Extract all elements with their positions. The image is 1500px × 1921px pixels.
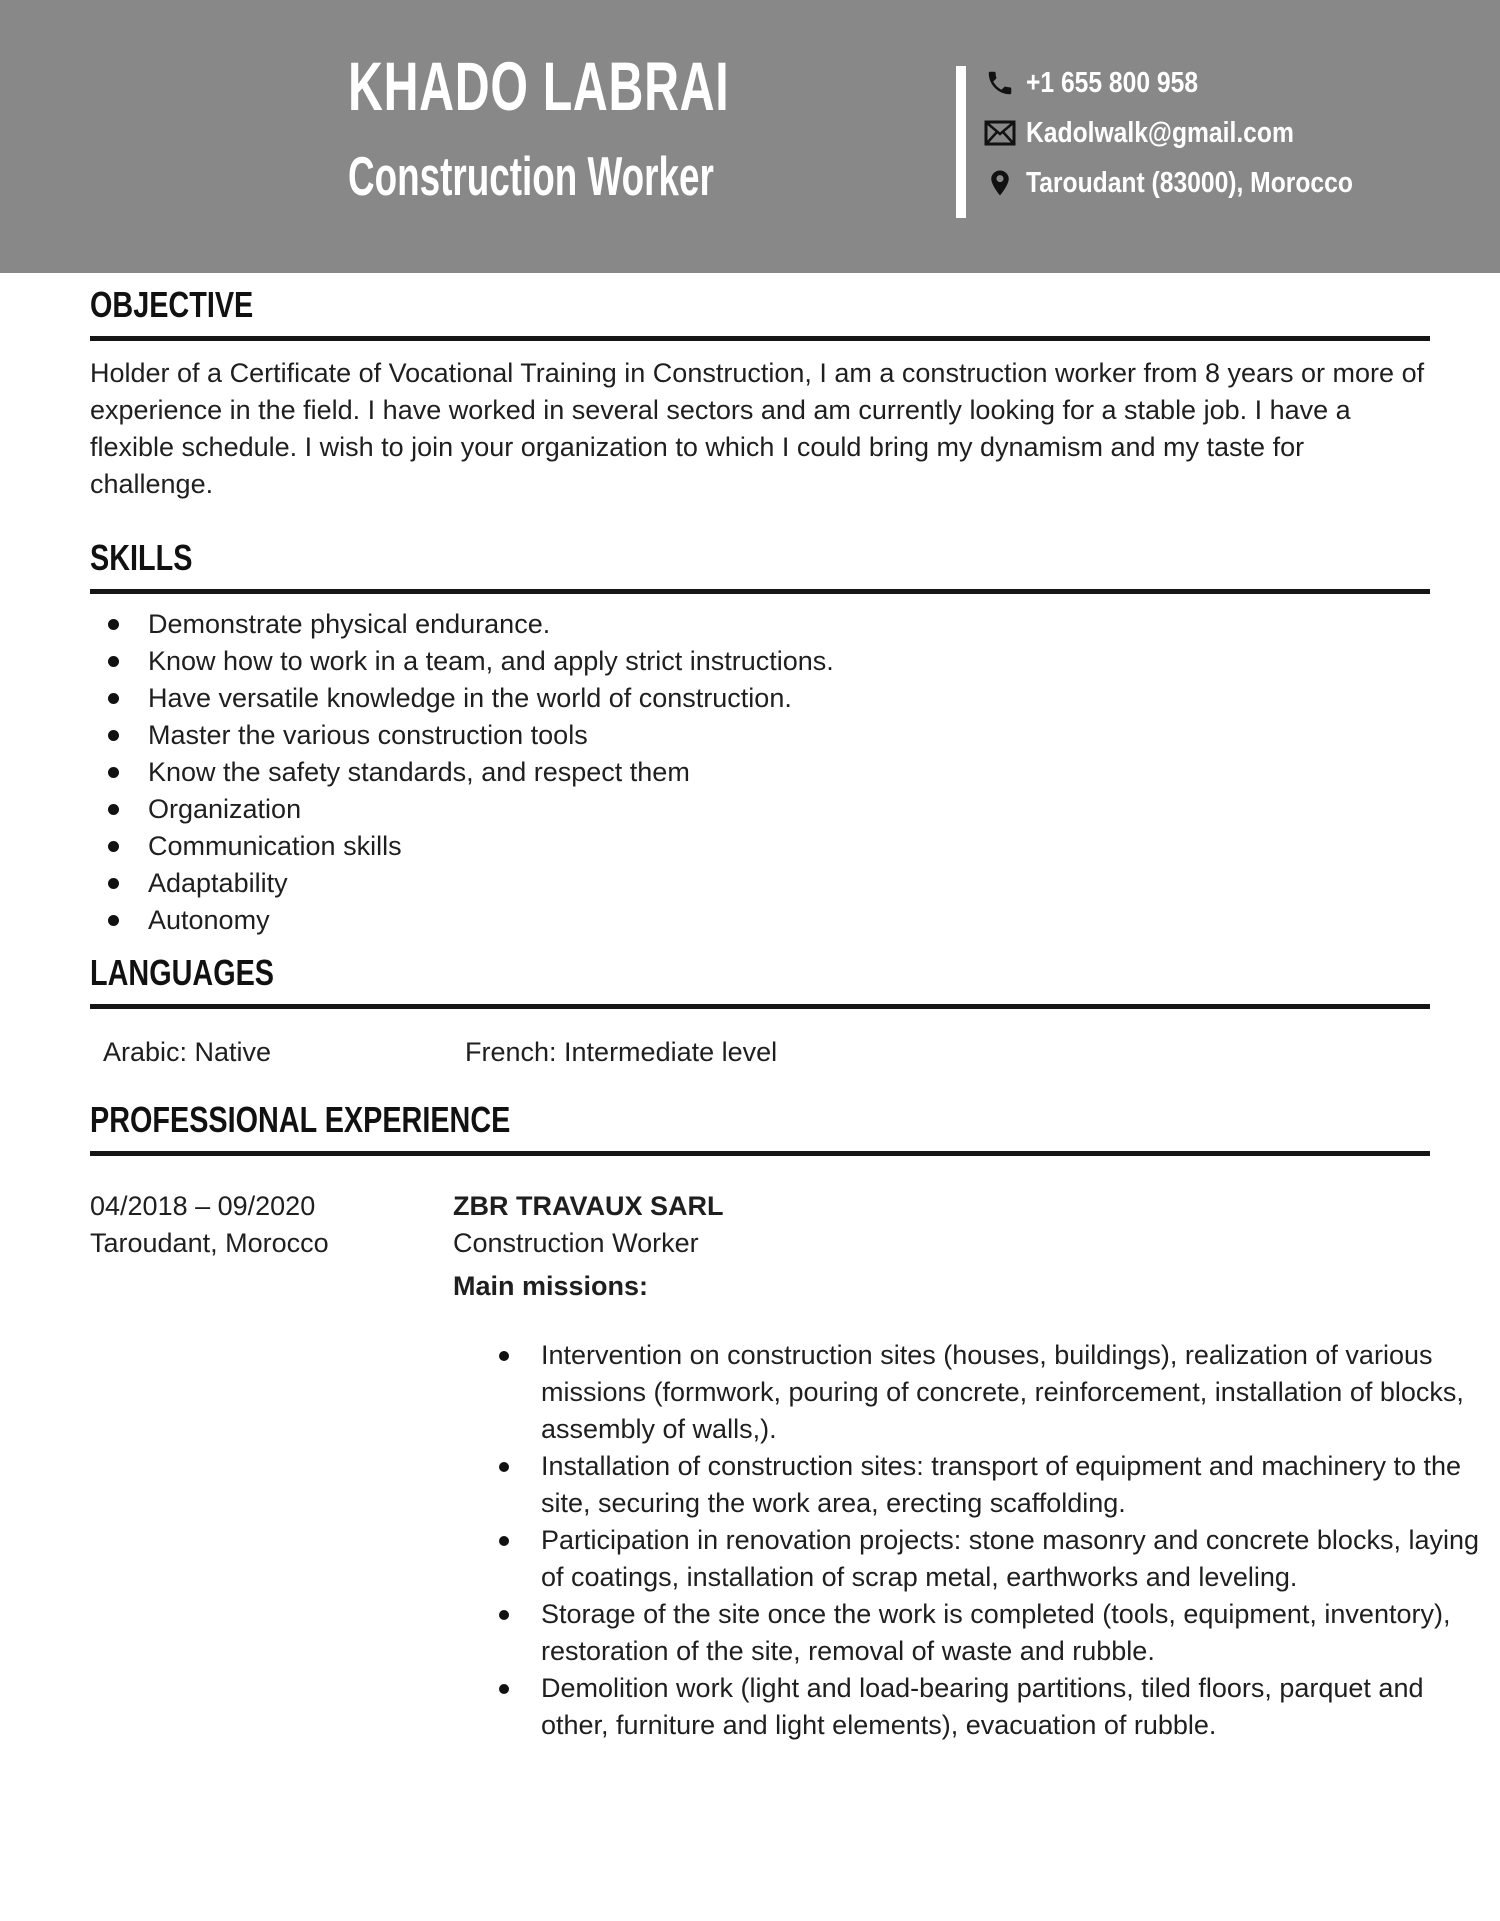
phone-icon (984, 67, 1016, 99)
section-rule (90, 1151, 1430, 1156)
contact-block (984, 66, 1411, 200)
language-entry: Arabic: Native (103, 1037, 272, 1067)
email-icon (984, 117, 1016, 149)
section-rule (90, 589, 1430, 594)
objective-paragraph: Holder of a Certificate of Vocational Training in Construction, I am a construction worker from 8 years or more of experience in the field. I have worked in several sectors and am currently looking for a stable job. I have a flexible schedule. I wish to join your organization to which I could bring my dynamism and my taste for challenge. (90, 358, 1425, 499)
experience-entry (90, 1188, 1479, 1744)
section-objective (90, 284, 1430, 503)
mission-item: Participation in renovation projects: stone masonry and concrete blocks, laying of coatings, installation of scrap metal, earthworks and leveling. (453, 1522, 1491, 1596)
section-languages (90, 952, 1430, 1071)
location-icon (984, 167, 1016, 199)
skill-item: Know the safety standards, and respect them (90, 754, 1430, 791)
experience-heading: PROFESSIONAL EXPERIENCE (90, 1099, 511, 1140)
section-rule (90, 336, 1430, 341)
skill-item: Adaptability (90, 865, 1430, 902)
location-text: Taroudant (83000), Morocco (1026, 166, 1353, 199)
section-experience (90, 1099, 1479, 1744)
experience-missions-label: Main missions: (453, 1271, 649, 1301)
languages-heading: LANGUAGES (90, 952, 275, 993)
skill-item: Communication skills (90, 828, 1430, 865)
section-skills (90, 537, 1430, 939)
objective-heading: OBJECTIVE (90, 284, 254, 325)
phone-number: +1 655 800 958 (1026, 66, 1199, 99)
contact-row-phone (984, 66, 1411, 100)
contact-divider-bar (956, 66, 966, 218)
person-name: KHADO LABRAI (348, 48, 730, 125)
resume-body (0, 273, 1500, 1744)
skill-item: Autonomy (90, 902, 1430, 939)
languages-row (90, 1034, 1430, 1071)
mission-item: Intervention on construction sites (houses, buildings), realization of various missions (formwork, pouring of concrete, reinforcement, installation of blocks, assembly of walls,). (453, 1337, 1491, 1448)
skill-item: Demonstrate physical endurance. (90, 606, 1430, 643)
skill-item: Have versatile knowledge in the world of construction. (90, 680, 1430, 717)
experience-meta (90, 1188, 453, 1744)
name-block (348, 48, 894, 207)
section-rule (90, 1004, 1430, 1009)
missions-list (453, 1337, 1491, 1744)
contact-row-email (984, 116, 1411, 150)
experience-role: Construction Worker (453, 1228, 699, 1258)
skills-list (90, 606, 1430, 939)
email-address: Kadolwalk@gmail.com (1026, 116, 1294, 149)
skills-heading: SKILLS (90, 537, 193, 578)
mission-item: Demolition work (light and load-bearing partitions, tiled floors, parquet and other, furniture and light elements), evacuation of rubble. (453, 1670, 1491, 1744)
mission-item: Installation of construction sites: transport of equipment and machinery to the site, securing the work area, erecting scaffolding. (453, 1448, 1491, 1522)
experience-dates: 04/2018 – 09/2020 (90, 1191, 316, 1221)
header-band (0, 0, 1500, 273)
skill-item: Master the various construction tools (90, 717, 1430, 754)
contact-row-location (984, 166, 1411, 200)
person-job-title: Construction Worker (348, 145, 714, 207)
experience-details (453, 1188, 1493, 1744)
language-entry: French: Intermediate level (465, 1037, 778, 1067)
skill-item: Organization (90, 791, 1430, 828)
mission-item: Storage of the site once the work is completed (tools, equipment, inventory), restoration of the site, removal of waste and rubble. (453, 1596, 1491, 1670)
skill-item: Know how to work in a team, and apply strict instructions. (90, 643, 1430, 680)
experience-location: Taroudant, Morocco (90, 1228, 329, 1258)
experience-company: ZBR TRAVAUX SARL (453, 1191, 724, 1221)
